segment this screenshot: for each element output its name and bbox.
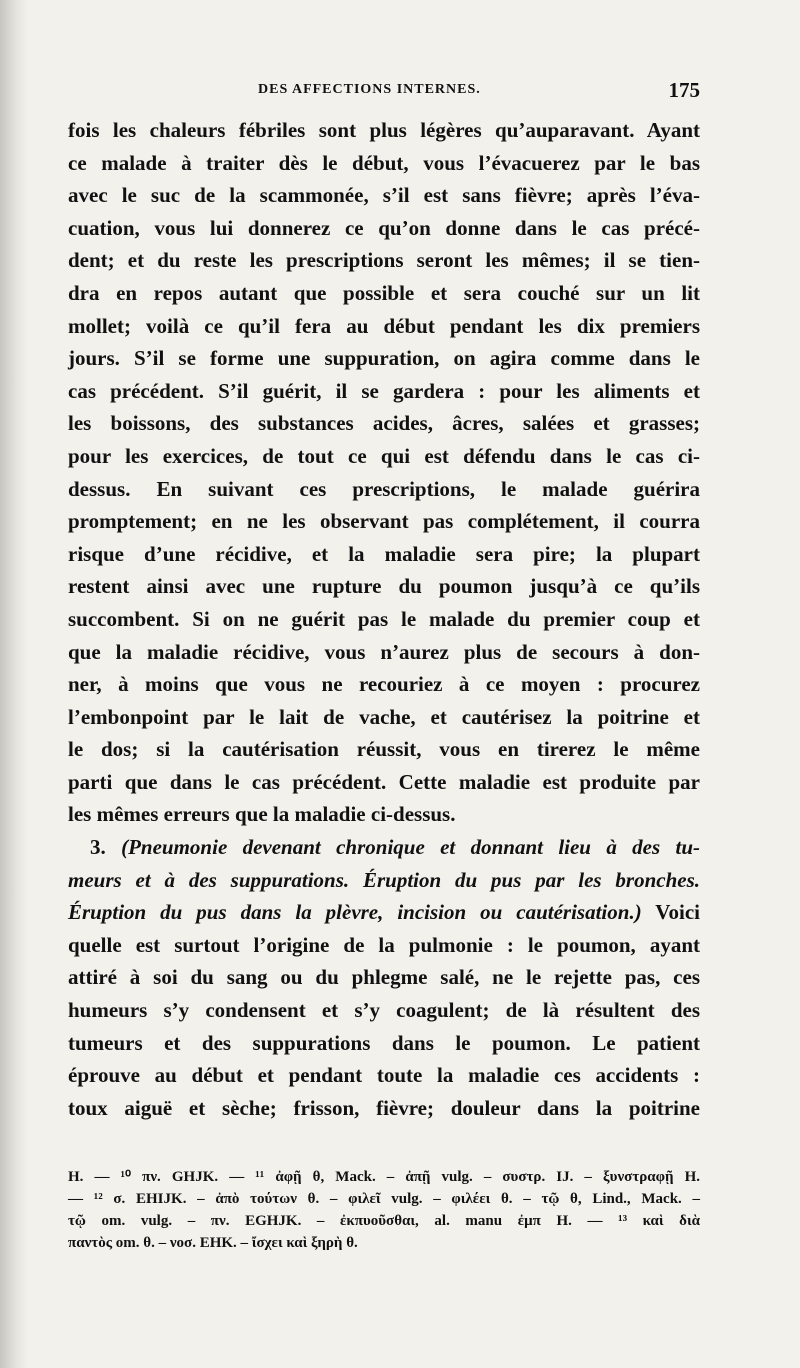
body-line: pour les exercices, de tout ce qui est défendu dans le cas ci-	[68, 443, 700, 468]
section-3-line: attiré à soi du sang ou du phlegme salé, ne le rejette pas, ces	[68, 965, 700, 990]
body-line: le dos; si la cautérisation réussit, vous en tirerez le même	[68, 737, 700, 762]
running-head: DES AFFECTIONS INTERNES.	[258, 82, 481, 97]
footnote-line: παντὸς om. θ. – νοσ. EHK. – ἴσχει καὶ ξηρὴ θ.	[68, 1235, 358, 1251]
footnote-line: τῷ om. vulg. – πν. EGHJK. – ἐκπυοῦσθαι, al. manu ἐμπ H. — ¹³ καὶ διὰ	[68, 1213, 700, 1229]
body-line: restent ainsi avec une rupture du poumon jusqu’à ce qu’ils	[68, 574, 700, 599]
page-number: 175	[668, 78, 700, 102]
section-3-heading-line-1	[68, 831, 700, 864]
body-line: promptement; en ne les observant pas complétement, il courra	[68, 509, 700, 534]
body-line: ner, à moins que vous ne recouriez à ce moyen : procurez	[68, 672, 700, 697]
footnotes	[68, 1166, 700, 1254]
body-line: cas précédent. S’il guérit, il se gardera : pour les aliments et	[68, 378, 700, 403]
section-heading-text: (Pneumonie devenant chronique et donnant lieu à des tu-	[121, 835, 700, 860]
page-header	[0, 78, 800, 108]
body-line: cuation, vous lui donnerez ce qu’on donne dans le cas précé-	[68, 215, 700, 240]
section-3-line: tumeurs et des suppurations dans le poumon. Le patient	[68, 1030, 700, 1055]
body-line: mollet; voilà ce qu’il fera au début pendant les dix premiers	[68, 313, 700, 338]
body-line: jours. S’il se forme une suppuration, on agira comme dans le	[68, 346, 700, 371]
body-line: avec le suc de la scammonée, s’il est sans fièvre; après l’éva-	[68, 183, 700, 208]
body-line: les boissons, des substances acides, âcres, salées et grasses;	[68, 411, 700, 436]
section-3-line: éprouve au début et pendant toute la maladie ces accidents :	[68, 1063, 700, 1088]
section-number: 3.	[90, 835, 106, 860]
footnote-line: H. — ¹⁰ πν. GHJK. — ¹¹ ἀφῇ θ, Mack. – ἀπῇ vulg. – συστρ. IJ. – ξυνστραφῇ H.	[68, 1169, 700, 1185]
section-3-heading-line-3	[68, 896, 700, 929]
body-line-paragraph-end: les mêmes erreurs que la maladie ci-dessus.	[68, 802, 456, 827]
section-3-line: humeurs s’y condensent et s’y coagulent; de là résultent des	[68, 998, 700, 1023]
body-line: succombent. Si on ne guérit pas le malade du premier coup et	[68, 606, 700, 631]
section-3-heading-line-2: meurs et à des suppurations. Éruption du pus par les bronches.	[68, 867, 700, 892]
body-line: fois les chaleurs fébriles sont plus légères qu’auparavant. Ayant	[68, 118, 700, 142]
body-line: parti que dans le cas précédent. Cette maladie est produite par	[68, 769, 700, 794]
section-3-line: quelle est surtout l’origine de la pulmonie : le poumon, ayant	[68, 932, 700, 957]
body-line: dessus. En suivant ces prescriptions, le malade guérira	[68, 476, 700, 501]
body-line: dra en repos autant que possible et sera couché sur un lit	[68, 280, 700, 305]
section-3-line: toux aiguë et sèche; frisson, fièvre; douleur dans la poitrine	[68, 1095, 700, 1120]
footnote-line: — ¹² σ. EHIJK. – ἀπὸ τούτων θ. – φιλεῖ vulg. – φιλέει θ. – τῷ θ, Lind., Mack. –	[68, 1191, 700, 1207]
body-line: l’embonpoint par le lait de vache, et cautérisez la poitrine et	[68, 704, 700, 729]
page-edge-shadow	[0, 0, 28, 1368]
body-text	[68, 114, 700, 1124]
body-line: dent; et du reste les prescriptions seront les mêmes; il se tien-	[68, 248, 700, 273]
section-text-start: Voici	[641, 900, 700, 925]
body-line: risque d’une récidive, et la maladie sera pire; la plupart	[68, 541, 700, 566]
body-line: que la maladie récidive, vous n’aurez plus de secours à don-	[68, 639, 700, 664]
body-line: ce malade à traiter dès le début, vous l’évacuerez par le bas	[68, 150, 700, 175]
section-heading-end: Éruption du pus dans la plèvre, incision ou cautérisation.)	[68, 900, 642, 925]
